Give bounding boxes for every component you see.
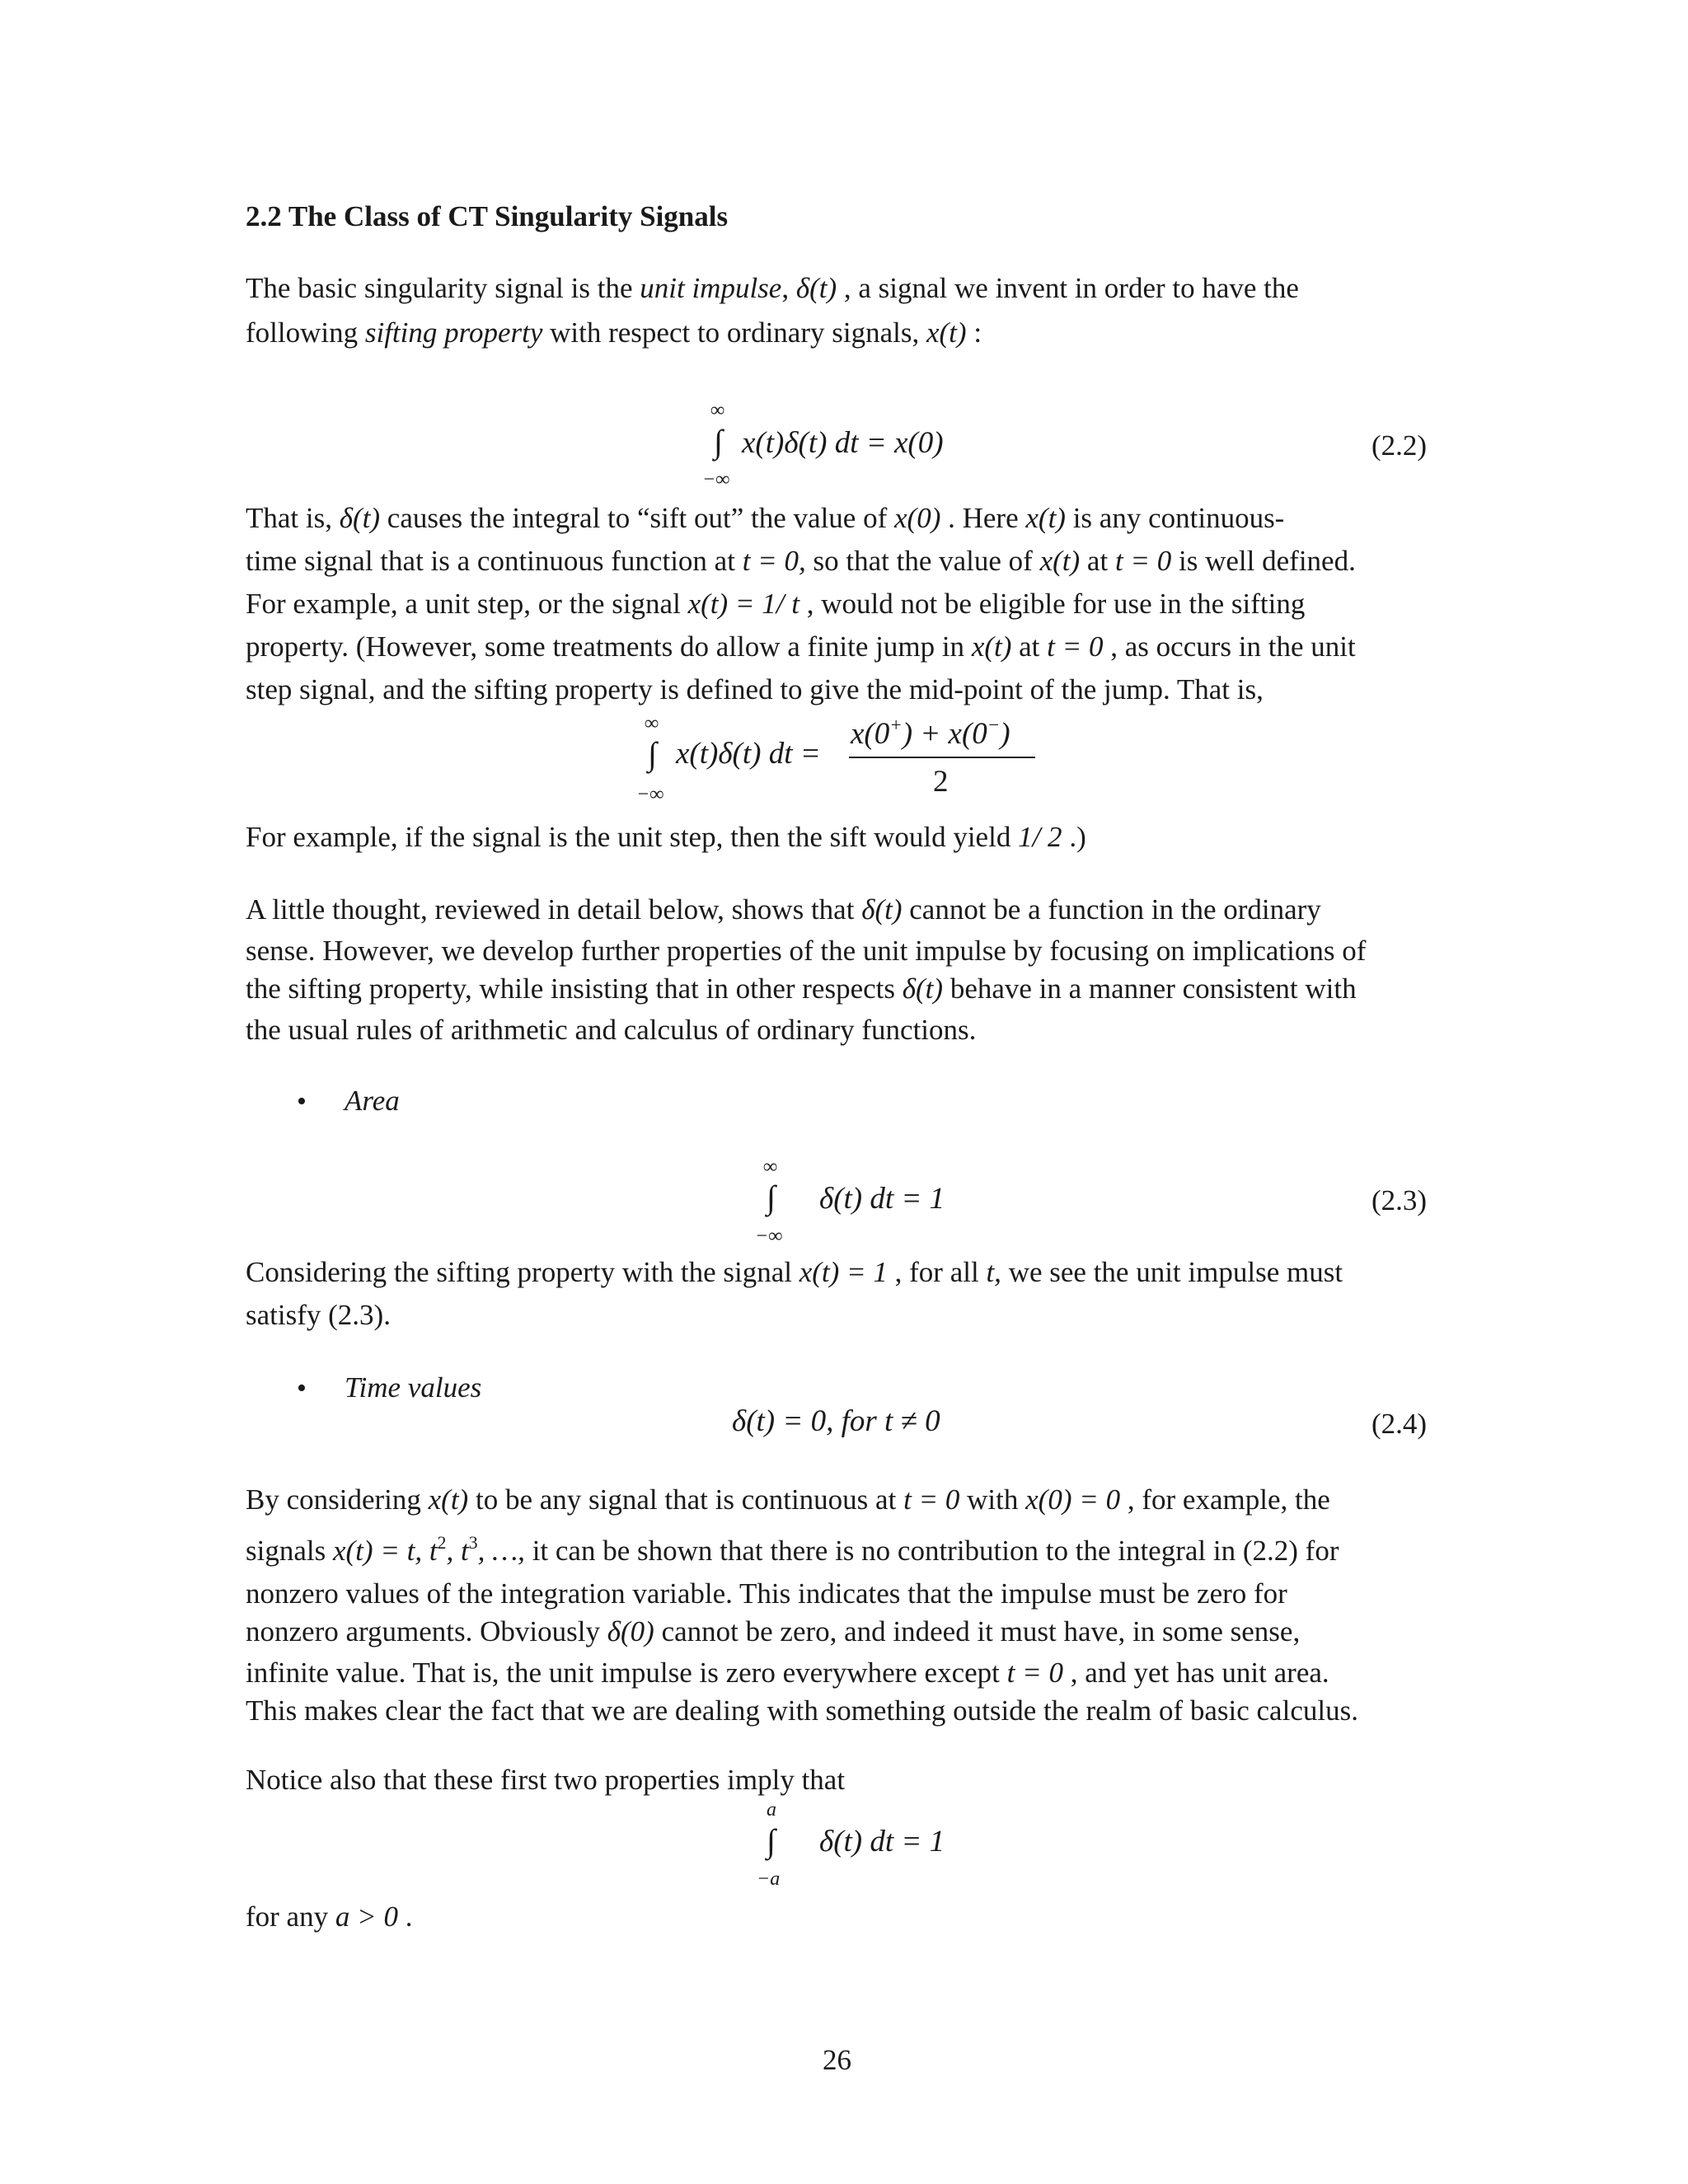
para1-line2: following sifting property with respect to ordinary signals, x(t) : bbox=[246, 316, 982, 349]
eqmid-body: x(t)δ(t) dt = bbox=[676, 737, 821, 771]
para1-line1: The basic singularity signal is the unit impulse, δ(t) , a signal we invent in order to have the bbox=[246, 272, 1299, 304]
eqmid-integral-sign: ∫ bbox=[648, 735, 657, 772]
eq23-integral-sign: ∫ bbox=[767, 1179, 776, 1216]
para2-line3: For example, a unit step, or the signal x(t) = 1/ t , would not be eligible for use in the sifting bbox=[246, 588, 1306, 620]
eqmid-lower-limit: −∞ bbox=[636, 784, 664, 805]
para2-line1: That is, δ(t) causes the integral to “sift out” the value of x(0) . Here x(t) is any continuous- bbox=[246, 502, 1285, 534]
para6-line3: nonzero values of the integration variable. This indicates that the impulse must be zero for bbox=[246, 1577, 1287, 1610]
para4-line4: the usual rules of arithmetic and calculus of ordinary functions. bbox=[246, 1014, 977, 1046]
para4-line2: sense. However, we develop further properties of the unit impulse by focusing on implications of bbox=[246, 935, 1367, 967]
bullet-time-label: Time values bbox=[345, 1371, 482, 1404]
para2-line4: property. (However, some treatments do allow a finite jump in x(t) at t = 0 , as occurs in the unit bbox=[246, 630, 1356, 663]
para5-line2: satisfy (2.3). bbox=[246, 1299, 391, 1331]
page-number: 26 bbox=[823, 2044, 851, 2076]
bullet-area-mark: • bbox=[297, 1086, 307, 1117]
bullet-area-label: Area bbox=[345, 1085, 400, 1117]
para4-line3: the sifting property, while insisting that in other respects δ(t) behave in a manner consistent with bbox=[246, 972, 1357, 1005]
para6-line2: signals x(t) = t, $t^2$, $t^3$, …, it can be shown that there is no contribution to the integral in (2.2) for bbox=[246, 1532, 1339, 1567]
eq24-body: δ(t) = 0, for t ≠ 0 bbox=[732, 1404, 940, 1438]
para6-line1: By considering x(t) to be any signal that is continuous at t = 0 with x(0) = 0 , for example, the bbox=[246, 1483, 1330, 1516]
eq24-number: (2.4) bbox=[1372, 1408, 1428, 1440]
para7: Notice also that these first two properties imply that bbox=[246, 1764, 846, 1796]
eq23-body: δ(t) dt = 1 bbox=[819, 1182, 945, 1216]
para8: for any a > 0 . bbox=[246, 1900, 413, 1933]
eq22-integral-sign: ∫ bbox=[714, 423, 723, 460]
eqmid-numerator: x(0+) + x(0−) bbox=[851, 715, 1010, 751]
eq22-number: (2.2) bbox=[1372, 429, 1428, 462]
para6-line4: nonzero arguments. Obviously δ(0) cannot be zero, and indeed it must have, in some sense, bbox=[246, 1615, 1301, 1647]
para3: For example, if the signal is the unit step, then the sift would yield 1/ 2 .) bbox=[246, 821, 1086, 853]
eqlast-upper-limit: a bbox=[767, 1799, 776, 1821]
para5-line1: Considering the sifting property with the signal x(t) = 1 , for all t, we see the unit impulse must bbox=[246, 1256, 1343, 1288]
eqlast-integral-sign: ∫ bbox=[767, 1822, 776, 1859]
bullet-time-mark: • bbox=[297, 1373, 307, 1404]
eq22-body: x(t)δ(t) dt = x(0) bbox=[742, 426, 944, 460]
eq23-number: (2.3) bbox=[1372, 1184, 1428, 1216]
eqlast-body: δ(t) dt = 1 bbox=[819, 1825, 945, 1858]
para2-line2: time signal that is a continuous function at t = 0, so that the value of x(t) at t = 0 is well defined. bbox=[246, 545, 1356, 577]
eq23-upper-limit: ∞ bbox=[763, 1156, 778, 1178]
eqlast-lower-limit: −a bbox=[757, 1868, 781, 1890]
section-title: 2.2 The Class of CT Singularity Signals bbox=[246, 200, 729, 232]
para4-line1: A little thought, reviewed in detail below, shows that δ(t) cannot be a function in the ordinary bbox=[246, 893, 1321, 926]
para2-line5: step signal, and the sifting property is defined to give the mid-point of the jump. That is, bbox=[246, 673, 1264, 705]
para6-line6: This makes clear the fact that we are dealing with something outside the realm of basic calculus. bbox=[246, 1694, 1358, 1727]
eq23-lower-limit: −∞ bbox=[755, 1226, 783, 1247]
eq22-upper-limit: ∞ bbox=[710, 400, 725, 421]
eqmid-denominator: 2 bbox=[933, 765, 949, 799]
eqmid-fraction-bar bbox=[849, 757, 1035, 758]
eq22-lower-limit: −∞ bbox=[702, 469, 730, 490]
para6-line5: infinite value. That is, the unit impulse is zero everywhere except t = 0 , and yet has unit area. bbox=[246, 1657, 1329, 1689]
eqmid-upper-limit: ∞ bbox=[645, 713, 659, 734]
